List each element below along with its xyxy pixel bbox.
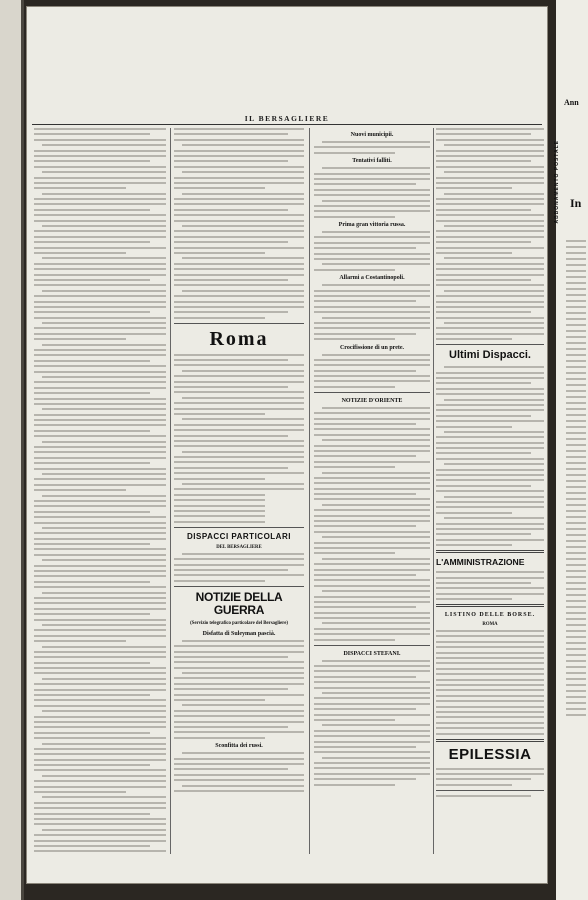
nuovi-municipii-heading: Nuovi municipii.	[350, 132, 394, 138]
dispacci-stefani-heading: DISPACCI STEFANI.	[343, 650, 401, 657]
column-2	[174, 128, 304, 854]
page-header	[34, 112, 540, 124]
epilessia-heading: EPILESSIA	[448, 745, 532, 763]
prima-gran-vittoria-heading: Prima gran vittoria russa.	[338, 222, 406, 229]
tentativi-falliti-text	[314, 167, 430, 218]
column-rule-3	[433, 128, 434, 854]
nuovi-municipii-text	[314, 141, 430, 154]
listino-table	[436, 630, 544, 734]
crocifissione-text	[314, 354, 430, 388]
listino-roma-label: ROMA	[482, 622, 498, 628]
listino-divider	[436, 604, 544, 607]
listino-heading: LISTINO DELLE BORSE.	[444, 612, 536, 619]
stefani-divider	[314, 645, 430, 646]
roma-divider	[174, 323, 304, 324]
column-1	[34, 128, 166, 854]
column-1-text	[34, 128, 166, 854]
adjacent-page-strip	[548, 0, 588, 900]
adjacent-page-text	[566, 240, 586, 720]
page-gutter-shadow	[548, 0, 556, 900]
epilessia-divider	[436, 739, 544, 742]
notizie-guerra-heading: NOTIZIE DELLA GUERRA	[195, 589, 283, 617]
amministrazione-text	[436, 571, 544, 600]
ultimi-dispacci-heading: Ultimi Dispacci.	[449, 349, 531, 362]
scan-bottom-shadow	[24, 884, 548, 900]
dispacci-stefani-text	[314, 660, 430, 786]
column-4-text-top	[436, 128, 544, 340]
ultimi-dispacci-text	[436, 366, 544, 546]
allarmi-heading: Allarmi a Costantinopoli.	[339, 275, 405, 282]
masthead-title: IL BERSAGLIERE	[244, 113, 330, 123]
crocifissione-heading: Crocifissione di un prete.	[339, 344, 405, 351]
disfatta-text	[174, 640, 304, 739]
imprint-text	[436, 795, 544, 797]
allarmi-text	[314, 284, 430, 340]
roma-text	[174, 354, 304, 523]
column-4	[436, 128, 544, 854]
adjacent-page-vertical-label: ABBONAMENTO POSTALE	[554, 140, 560, 224]
notizie-guerra-subheading: (Servizio telegrafico particolare del Bersagliere)	[190, 620, 288, 626]
amministrazione-heading: L'AMMINISTRAZIONE	[436, 557, 525, 568]
dispacci-text	[174, 553, 304, 582]
column-rule-1	[170, 128, 171, 854]
notizie-oriente-text	[314, 407, 430, 641]
dispacci-subheading: DEL BERSAGLIERE	[216, 544, 262, 550]
disfatta-heading: Disfatta di Suleyman pascià.	[202, 630, 276, 637]
roma-heading: Roma	[209, 327, 269, 350]
tentativi-falliti-heading: Tentativi falliti.	[352, 158, 392, 165]
ultimi-divider	[436, 344, 544, 345]
scan-edge-left	[0, 0, 24, 900]
adjacent-page-in-label: In	[570, 196, 582, 210]
adjacent-page-title: Ann	[564, 98, 579, 107]
dispacci-divider	[174, 527, 304, 528]
epilessia-text	[436, 768, 544, 786]
notizie-oriente-heading: NOTIZIE D'ORIENTE	[341, 397, 403, 404]
column-3	[314, 128, 430, 854]
header-rule	[32, 124, 542, 125]
notizie-divider	[174, 586, 304, 587]
imprint-divider	[436, 790, 544, 791]
dispacci-heading: DISPACCI PARTICOLARI	[187, 531, 291, 541]
column-2-text-top	[174, 128, 304, 319]
column-rule-2	[309, 128, 310, 854]
newspaper-page	[26, 6, 548, 884]
prima-gran-vittoria-text	[314, 231, 430, 271]
sconfitta-heading: Sconfitta dei russi.	[215, 743, 263, 750]
notizie-oriente-divider	[314, 392, 430, 393]
amministrazione-divider	[436, 550, 544, 553]
sconfitta-text	[174, 752, 304, 792]
